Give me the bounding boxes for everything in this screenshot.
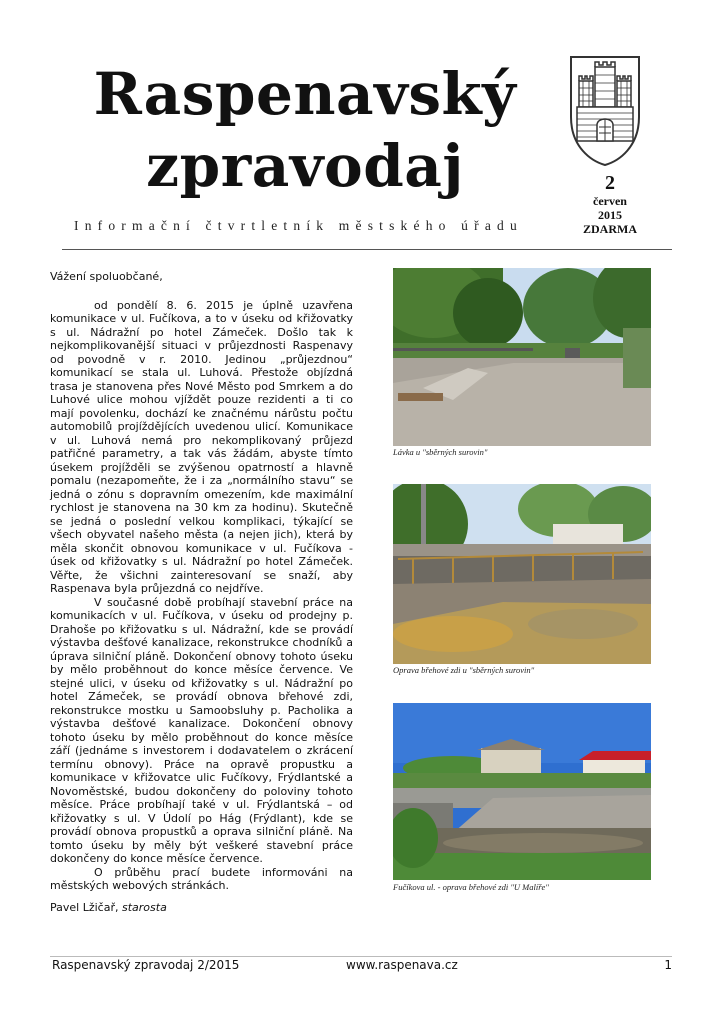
photo-footbridge bbox=[393, 268, 651, 446]
issue-info bbox=[575, 172, 645, 236]
masthead-title-line2: zpravodaj bbox=[146, 132, 464, 200]
footer-website-link[interactable]: www.raspenava.cz bbox=[346, 958, 458, 972]
masthead-title bbox=[60, 58, 550, 202]
photo-fucikova-wall bbox=[393, 703, 651, 880]
photo-caption: Lávka u "sběrných surovin" bbox=[393, 447, 488, 457]
article-paragraph: V současné době probíhají stavební práce na komunikacích v ul. Fučíkova, v úseku od prodejny p. Drahoše po křižovatku s ul. Nádražní, kde se provádí výstavba dešťové kanalizace, rekonstrukce chodníků a úprava silniční pláně. Dokončení obnovy tohoto úseku by mělo proběhnout do konce měsíce července. Ve stejné ulici, v úseku od křižovatky s ul. Nádražní po hotel Zámeček, se provádí obnova břehové zdi, rekonstrukce mostku u Samoobsluhy p. Pacholika a výstavba dešťové kanalizace. Dokončení obnovy tohoto úseku by mělo proběhnout do konce měsíce září (jednáme s investorem i dodavatelem o zkrácení termínu obnovy). Práce na opravě propustku a komunikace v křižovatce ulic Fučíkovy, Frýdlantské a Novoměstské, budou dokončeny do poloviny tohoto měsíce. Práce probíhají také v ul. Frýdlantská – od křižovatky s ul. V Údolí po Hág (Frýdlant), kde se provádí obnova propustků a oprava silniční pláně. Na tomto úseku by měly být veškeré stavební práce dokončeny do konce měsíce července. bbox=[50, 595, 353, 865]
masthead-title-line1: Raspenavský bbox=[93, 60, 517, 128]
footer-publication: Raspenavský zpravodaj 2/2015 bbox=[52, 958, 240, 972]
photo-riverbank-wall bbox=[393, 484, 651, 664]
issue-price: ZDARMA bbox=[583, 222, 637, 236]
article-signature bbox=[50, 901, 353, 915]
footer-page-number: 1 bbox=[664, 958, 672, 972]
signature-role: starosta bbox=[121, 900, 167, 914]
masthead-divider bbox=[62, 249, 672, 250]
article-paragraph: od pondělí 8. 6. 2015 je úplně uzavřena komunikace v ul. Fučíkova, a to v úseku od křižovatky s ul. Nádražní po hotel Zámeček. Došlo tak k nejkomplikovanější situaci v průjezdnosti Raspenavy od povodně v r. 2010. Jedinou „průjezdnou“ komunikací se stala ul. Luhová. Přestože objízdná trasa je stanovena přes Nové Město pod Smrkem a do Luhové ulice mohou vjíždět pouze rezidenti a ti co mají povolenku, dochází ke značnému nárůstu počtu automobilů projíždějících uvedenou ulicí. Komunikace v ul. Luhová nemá pro nekomplikovaný průjezd patřičné parametry, a tak vás žádám, abyste tímto úsekem projížděli se zvýšenou opatrností a hlavně pomalu (nezapomeňte, že i za „normálního stavu“ se jedná o zónu s dopravním omezením, kde maximální rychlost je stanovena na 30 km za hodinu). Skutečně se jedná o poslední velkou komplikaci, týkající se všech obyvatel našeho města (a nejen jich), která by měla skončit obnovou komunikace v ul. Fučíkova - úsek od křižovatky s ul. Nádražní po hotel Zámeček. Věřte, že všichni zainteresovaní se snaží, aby Raspenava byla průjezdná co nejdříve. bbox=[50, 298, 353, 595]
issue-year: 2015 bbox=[598, 208, 622, 222]
signature-name: Pavel Lžičař, bbox=[50, 900, 119, 914]
town-crest-icon bbox=[569, 55, 641, 167]
article-greeting: Vážení spoluobčané, bbox=[50, 270, 163, 283]
article-body bbox=[50, 270, 353, 914]
page-footer bbox=[50, 956, 672, 974]
photo-caption: Oprava břehové zdi u "sběrných surovin" bbox=[393, 665, 535, 675]
article-paragraph: O průběhu prací budete informováni na městských webových stránkách. bbox=[50, 865, 353, 892]
issue-month: červen bbox=[593, 194, 627, 208]
issue-number: 2 bbox=[605, 172, 615, 194]
masthead-subtitle: Informační čtvrtletník městského úřadu bbox=[74, 218, 523, 233]
photo-caption: Fučíkova ul. - oprava břehové zdi "U Malíře" bbox=[393, 882, 549, 892]
